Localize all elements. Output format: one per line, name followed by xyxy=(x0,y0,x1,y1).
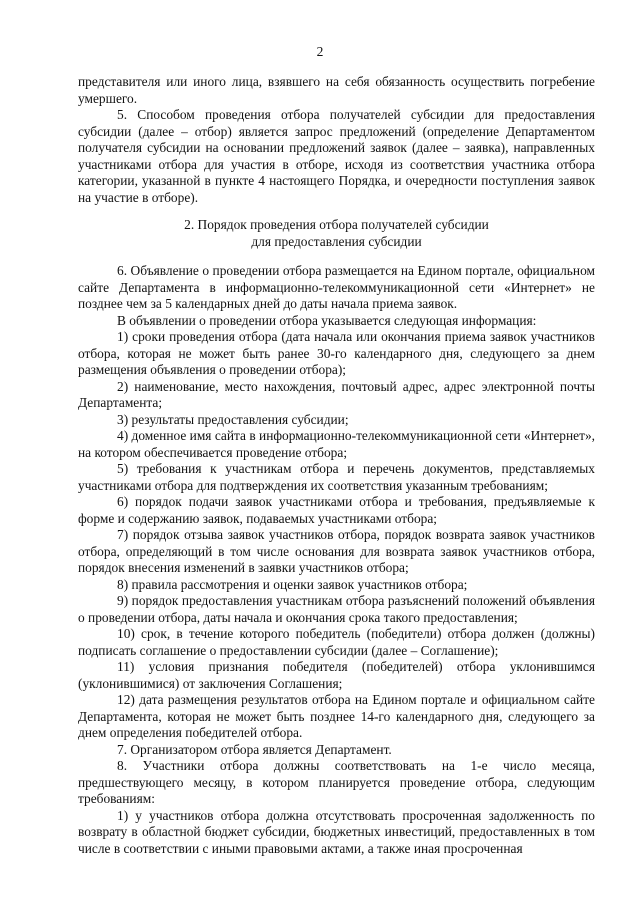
list-item-8: 8) правила рассмотрения и оценки заявок участников отбора; xyxy=(117,576,468,592)
paragraph-item-7: 7. Организатором отбора является Департамент. xyxy=(117,741,392,757)
list-item-5: 5) требования к участникам отбора и перечень документов, представляемых участниками отбора для подтверждения их соответствия указанным требованиям; xyxy=(78,461,595,493)
paragraph-item-6: 6. Объявление о проведении отбора размещается на Едином портале, официальном сайте Департамента в информационно-телекоммуникационной сети «Интернет» не позднее чем за 5 календарных дней до даты начала приема заявок. xyxy=(78,263,595,311)
page-number: 2 xyxy=(316,44,324,59)
list-item-9: 9) порядок предоставления участникам отбора разъяснений положений объявления о проведении отбора, даты начала и окончания срока такого предоставления; xyxy=(78,593,595,625)
section-heading-line-2: для предоставления субсидии xyxy=(251,233,422,249)
paragraph-item-5: 5. Способом проведения отбора получателей субсидии для предоставления субсидии (далее – отбор) является запрос предложений (определение Департаментом получателя субсидии на основании предложений заявок (далее – заявка), направленных участниками отбора для участия в отборе, исходя из соответствия участника отбора категории, указанной в пункте 4 настоящего Порядка, и очередности поступления заявок на участие в отборе). xyxy=(78,107,595,205)
list-item-3: 3) результаты предоставления субсидии; xyxy=(117,411,349,427)
list-item-11: 11) условия признания победителя (победителей) отбора уклонившимся (уклонившимися) от заключения Соглашения; xyxy=(78,659,595,691)
document-body xyxy=(78,74,595,857)
list-item-12: 12) дата размещения результатов отбора на Едином портале и официальном сайте Департамента, которая не может быть позднее 14-го календарного дня, следующего за днем определения победителей отбора. xyxy=(78,692,595,740)
list-item-2: 2) наименование, место нахождения, почтовый адрес, адрес электронной почты Департамента; xyxy=(78,378,595,410)
list-item-10: 10) срок, в течение которого победитель (победители) отбора должен (должны) подписать соглашение о предоставлении субсидии (далее – Соглашение); xyxy=(78,626,595,658)
list-item-6: 6) порядок подачи заявок участниками отбора и требования, предъявляемые к форме и содержанию заявок, подаваемых участниками отбора; xyxy=(78,494,595,526)
list-item-7: 7) порядок отзыва заявок участников отбора, порядок возврата заявок участников отбора, определяющий в том числе основания для возврата заявок участников отбора, порядок внесения изменений в заявки участников отбора; xyxy=(78,527,595,575)
section-heading-line-1: 2. Порядок проведения отбора получателей субсидии xyxy=(184,217,489,232)
paragraph-continuation: представителя или иного лица, взявшего на себя обязанность осуществить погребение умершего. xyxy=(78,74,595,106)
section-heading xyxy=(78,217,595,250)
list-item-4: 4) доменное имя сайта в информационно-телекоммуникационной сети «Интернет», на котором обеспечивается проведение отбора; xyxy=(78,428,595,460)
requirement-item-1: 1) у участников отбора должна отсутствовать просроченная задолженность по возврату в областной бюджет субсидии, бюджетных инвестиций, предоставленных в том числе в соответствии с иными правовыми актами, а также иная просроченная xyxy=(78,807,595,856)
paragraph-item-8: 8. Участники отбора должны соответствовать на 1-е число месяца, предшествующего месяцу, в котором планируется проведение отбора, следующим требованиям: xyxy=(78,758,595,806)
list-item-1: 1) сроки проведения отбора (дата начала или окончания приема заявок участников отбора, которая не может быть ранее 30-го календарного дня, следующего за днем размещения объявления о проведении отбора); xyxy=(78,329,595,377)
paragraph-announcement-intro: В объявлении о проведении отбора указывается следующая информация: xyxy=(117,312,537,328)
